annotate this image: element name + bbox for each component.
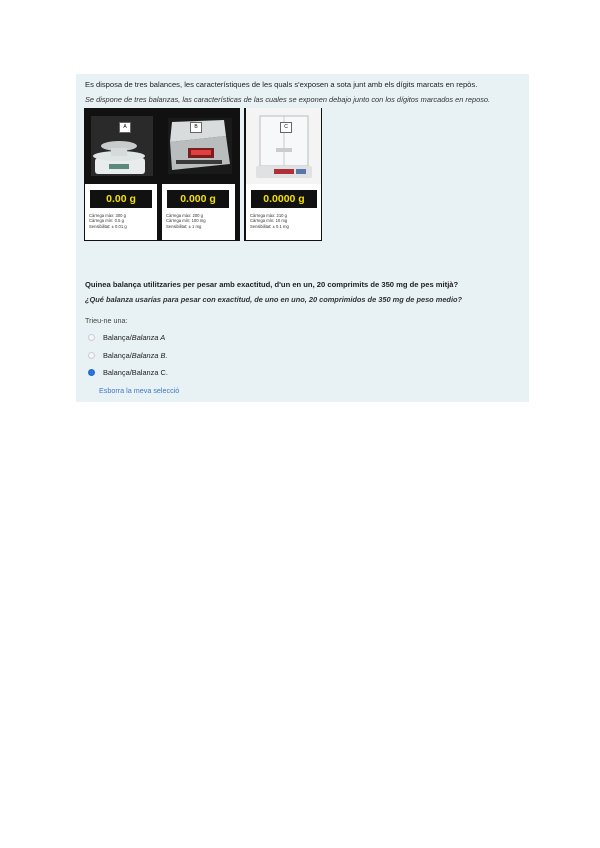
option-label-es: Balanza B. [131,350,168,360]
balance-a-display: 0.00 g [90,190,152,208]
balance-a-tag: A [119,122,131,133]
balance-c-spec [250,213,289,229]
balance-c-spec-line: Càrrega màx: 210 g [250,213,288,218]
balance-a-spec [89,213,127,229]
balance-b-spec-line: Sensibilitat: ± 1 mg [166,223,202,229]
balance-b-photo [162,108,235,184]
balance-b-spec-line: Càrrega mín: 100 mg [166,218,206,224]
option-label[interactable] [103,368,168,377]
balance-a-card [84,108,157,241]
option-label[interactable] [103,333,165,342]
option-label[interactable] [103,351,168,360]
balance-a-photo [85,108,157,184]
radio-button[interactable] [88,352,95,359]
balance-b-spec-line: Càrrega màx: 200 g [166,213,204,218]
statement-catalan: Es disposa de tres balances, les característiques de les quals s'exposen a sota junt amb els dígits marcats en repòs. [85,80,478,89]
question-spanish: ¿Qué balanza usarías para pesar con exactitud, de uno en uno, 20 comprimidos de 350 mg de peso medio? [85,295,463,304]
balance-c-photo [246,108,321,184]
option-balance-b[interactable] [88,349,168,361]
balance-a-spec-line: Càrrega màx: 300 g [89,213,127,218]
choose-one-prompt: Trieu-ne una: [85,316,128,325]
balance-c-spec-line: Sensibilitat: ± 0.1 mg [250,223,289,229]
balance-c-tag: C [280,122,292,133]
radio-button[interactable] [88,334,95,341]
clear-choice-link[interactable]: Esborra la meva selecció [99,386,180,395]
radio-button-selected[interactable] [88,369,95,376]
statement-spanish: Se dispone de tres balanzas, las características de las cuales se exponen debajo junto con los dígitos marcados en reposo. [85,95,491,104]
option-label-es: Balanza A [131,332,166,342]
option-balance-a[interactable] [88,331,165,343]
balances-figure [84,108,322,241]
balance-b-tag: B [190,122,202,133]
option-label-ca: Balança/ [103,350,132,360]
question-panel [76,74,529,402]
option-label-ca: Balança/ [103,332,132,342]
option-label-es: Balanza C. [131,367,168,377]
question-catalan: Quinea balança utilitzaries per pesar amb exactitud, d'un en un, 20 comprimits de 350 mg de pes mitjà? [85,280,459,289]
balance-c-spec-line: Càrrega mín: 10 mg [250,218,288,224]
option-balance-c[interactable] [88,366,168,378]
balance-b-spec [166,213,206,229]
balance-c-card [244,108,322,241]
balance-a-spec-line: Càrrega mín: 0.5 g [89,218,124,224]
balance-b-display: 0.000 g [167,190,229,208]
balance-b-card [162,108,235,241]
option-label-ca: Balança/ [103,367,132,377]
balance-a-spec-line: Sensibilitat: ± 0.01 g [89,223,127,229]
balance-c-display: 0.0000 g [251,190,317,208]
